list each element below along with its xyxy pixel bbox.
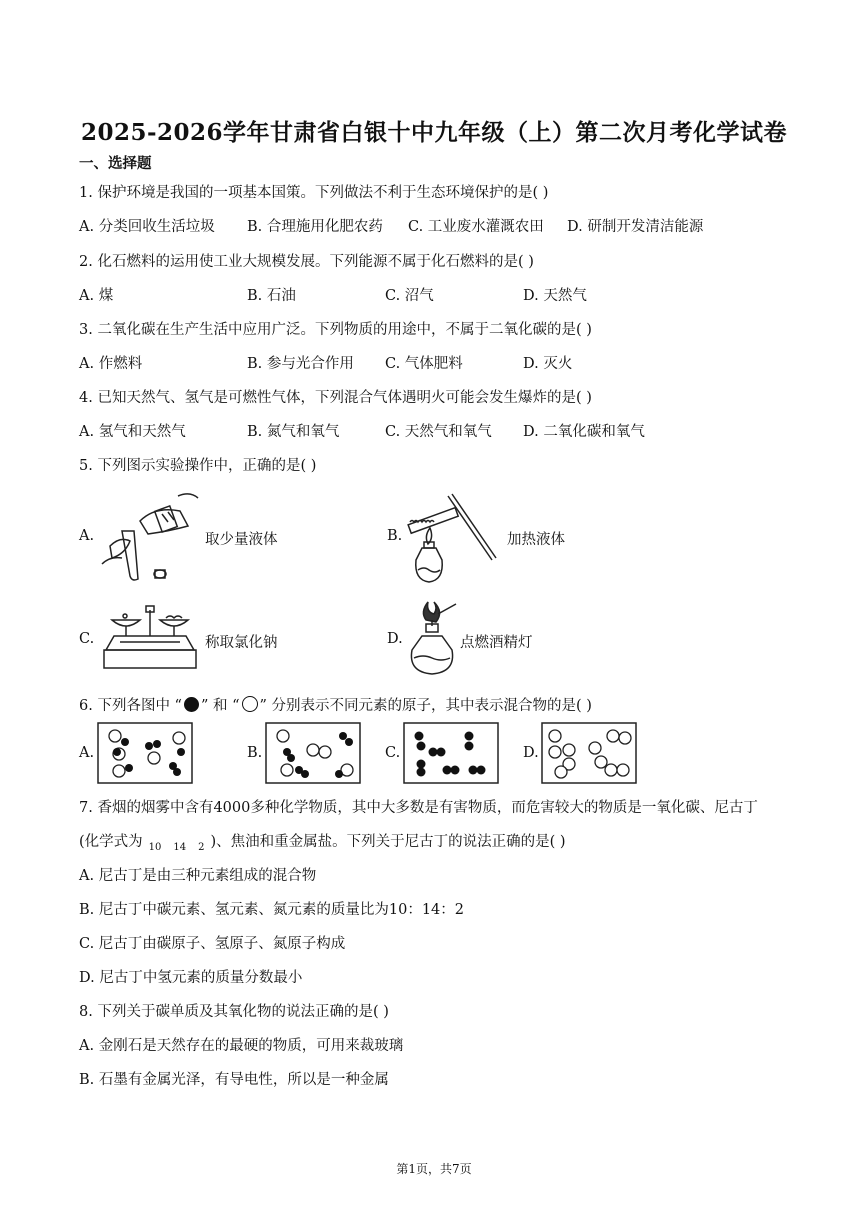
q2-option-b: B. 石油 — [247, 288, 296, 304]
question-4-stem: 4. 已知天然气、氢气是可燃性气体，下列混合气体遇明火可能会发生爆炸的是( ) — [79, 390, 592, 406]
q5-option-c-text: 称取氯化钠 — [205, 635, 278, 651]
q1-option-a: A. 分类回收生活垃圾 — [79, 219, 215, 235]
question-7-stem-line1: 7. 香烟的烟雾中含有4000多种化学物质，其中大多数是有害物质，而危害较大的物质是一氧化碳、尼古丁 — [79, 800, 758, 816]
alcohol-lamp-illustration — [404, 600, 464, 680]
q3-option-a: A. 作燃料 — [79, 356, 143, 372]
q7-subscript-hydrogen: 14 — [173, 842, 187, 853]
pour-liquid-illustration — [100, 486, 200, 586]
question-2-stem: 2. 化石燃料的运用使工业大规模发展。下列能源不属于化石燃料的是( ) — [79, 254, 534, 270]
q7-subscript-nitrogen: 2 — [198, 842, 205, 853]
q5-option-a-letter: A. — [79, 528, 95, 544]
q6-option-c-letter: C. — [385, 745, 401, 761]
q1-option-c: C. 工业废水灌溉农田 — [408, 219, 544, 235]
q7-option-b: B. 尼古丁中碳元素、氢元素、氮元素的质量比为10：14：2 — [79, 902, 464, 918]
q5-option-a-text: 取少量液体 — [205, 532, 278, 548]
q7-option-c: C. 尼古丁由碳原子、氢原子、氮原子构成 — [79, 936, 346, 952]
q6-stem-part2: ” 和 “ — [200, 698, 240, 714]
heat-liquid-illustration — [400, 488, 500, 588]
q2-option-d: D. 天然气 — [523, 288, 587, 304]
q8-option-b: B. 石墨有金属光泽，有导电性，所以是一种金属 — [79, 1072, 389, 1088]
hollow-circle-icon — [242, 696, 258, 712]
q6-option-a-letter: A. — [79, 745, 95, 761]
q6-stem-part3: ” 分别表示不同元素的原子，其中表示混合物的是( ) — [259, 698, 592, 714]
q4-option-b: B. 氮气和氧气 — [247, 424, 340, 440]
q6-option-d-letter: D. — [523, 745, 539, 761]
page-footer: 第1页，共7页 — [396, 1162, 472, 1176]
q6-figure-c — [403, 722, 499, 784]
question-5-stem: 5. 下列图示实验操作中，正确的是( ) — [79, 458, 317, 474]
q6-figure-a — [97, 722, 193, 784]
balance-scale-illustration — [100, 602, 200, 672]
q3-option-c: C. 气体肥料 — [385, 356, 463, 372]
filled-circle-icon — [184, 697, 199, 712]
q2-option-a: A. 煤 — [79, 288, 114, 304]
q1-option-b: B. 合理施用化肥农药 — [247, 219, 383, 235]
q7-option-a: A. 尼古丁是由三种元素组成的混合物 — [79, 868, 317, 884]
question-1-stem: 1. 保护环境是我国的一项基本国策。下列做法不利于生态环境保护的是( ) — [79, 185, 549, 201]
q7-option-d: D. 尼古丁中氢元素的质量分数最小 — [79, 970, 303, 986]
question-8-stem: 8. 下列关于碳单质及其氧化物的说法正确的是( ) — [79, 1004, 389, 1020]
q2-option-c: C. 沼气 — [385, 288, 434, 304]
q7-stem-suffix: )、焦油和重金属盐。下列关于尼古丁的说法正确的是( ) — [210, 834, 566, 850]
q4-option-d: D. 二氧化碳和氧气 — [523, 424, 645, 440]
q3-option-b: B. 参与光合作用 — [247, 356, 354, 372]
q5-option-d-letter: D. — [387, 631, 403, 647]
q7-subscript-carbon: 10 — [148, 842, 162, 853]
q3-option-d: D. 灭火 — [523, 356, 573, 372]
q7-stem-prefix: (化学式为 — [79, 834, 143, 850]
question-6-stem — [79, 694, 592, 715]
q6-stem-part1: 6. 下列各图中 “ — [79, 698, 182, 714]
q1-option-d: D. 研制开发清洁能源 — [567, 219, 704, 235]
q5-option-c-letter: C. — [79, 631, 95, 647]
question-3-stem: 3. 二氧化碳在生产生活中应用广泛。下列物质的用途中，不属于二氧化碳的是( ) — [79, 322, 592, 338]
q5-option-b-text: 加热液体 — [507, 532, 565, 548]
page-title: 2025-2026学年甘肃省白银十中九年级（上）第二次月考化学试卷 — [80, 119, 788, 146]
q8-option-a: A. 金刚石是天然存在的最硬的物质，可用来裁玻璃 — [79, 1038, 404, 1054]
question-7-stem-line2 — [79, 830, 566, 851]
q5-option-d-text: 点燃酒精灯 — [460, 635, 533, 651]
section-heading: 一、选择题 — [79, 155, 152, 172]
q4-option-c: C. 天然气和氧气 — [385, 424, 492, 440]
q4-option-a: A. 氢气和天然气 — [79, 424, 186, 440]
q5-option-b-letter: B. — [387, 528, 403, 544]
q6-figure-d — [541, 722, 637, 784]
q6-option-b-letter: B. — [247, 745, 263, 761]
q6-figure-b — [265, 722, 361, 784]
